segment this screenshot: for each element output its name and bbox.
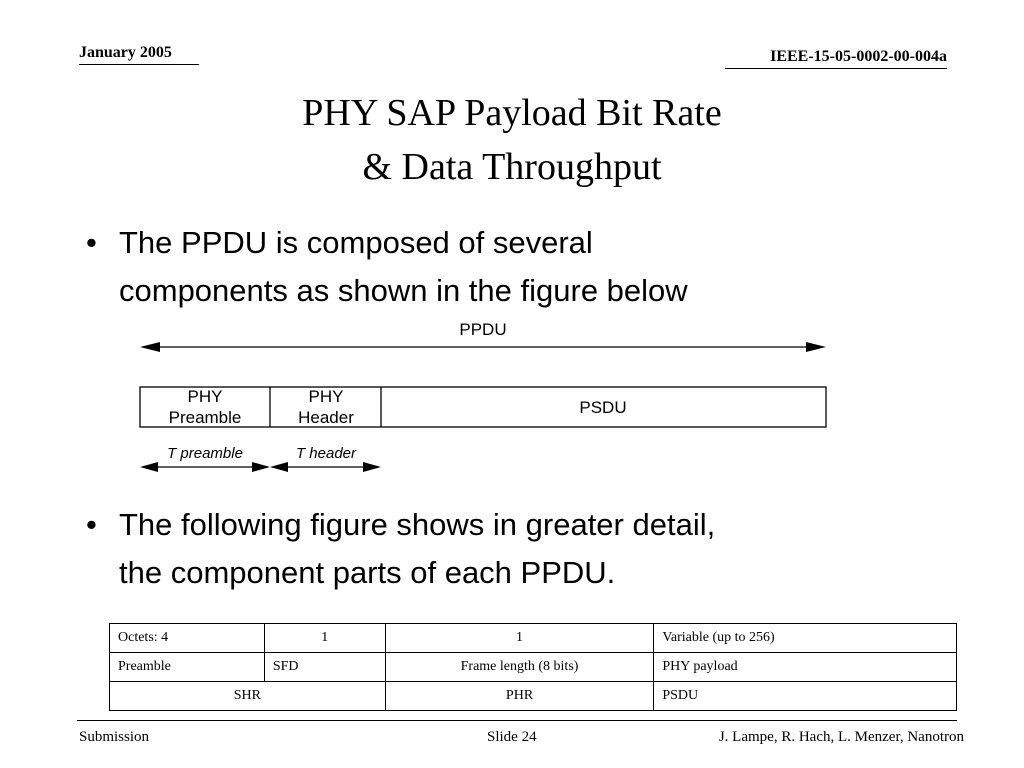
table-row <box>110 653 957 682</box>
table-cell: Variable (up to 256) <box>654 624 957 653</box>
header-date-underline <box>79 64 199 65</box>
ppdu-span-arrowhead-left <box>140 342 160 352</box>
table-cell: SFD <box>264 653 385 682</box>
footer-authors: J. Lampe, R. Hach, L. Menzer, Nanotron <box>718 729 964 745</box>
field-psdu: PSDU <box>579 398 627 417</box>
bullet-2-line-1: The following figure shows in greater detail, <box>119 507 716 542</box>
ppdu-frame-box <box>140 387 826 427</box>
bullet-1-line-2: components as shown in the figure below <box>119 273 688 308</box>
field-phy-preamble-line-1: PHY <box>187 387 223 406</box>
table-cell: Octets: 4 <box>110 624 265 653</box>
timing-label-preamble: T preamble <box>167 445 243 462</box>
table-row <box>110 624 957 653</box>
footer-slide-number: Slide 24 <box>487 729 537 745</box>
table-cell: PSDU <box>654 682 957 711</box>
bullet-text-2 <box>119 501 919 597</box>
field-phy-header-line-2: Header <box>298 408 354 427</box>
timing-label-header: T header <box>295 445 357 462</box>
bullet-marker-1: • <box>86 225 97 260</box>
table-cell: Preamble <box>110 653 265 682</box>
timing-arrow-preamble-head-right <box>252 462 270 472</box>
table-cell: SHR <box>110 682 386 711</box>
table-cell: PHY payload <box>654 653 957 682</box>
ppdu-span-label: PPDU <box>459 320 507 339</box>
bullet-1-line-1: The PPDU is composed of several <box>119 225 593 260</box>
field-phy-header-line-1: PHY <box>308 387 344 406</box>
bullet-marker-2: • <box>86 507 97 542</box>
footer-rule <box>77 720 957 721</box>
bullet-2-line-2: the component parts of each PPDU. <box>119 555 616 590</box>
table-cell: Frame length (8 bits) <box>385 653 654 682</box>
slide-title-line-1: PHY SAP Payload Bit Rate <box>302 92 722 134</box>
header-docid-underline <box>725 68 947 69</box>
table-cell: 1 <box>385 624 654 653</box>
table-cell: 1 <box>264 624 385 653</box>
timing-arrow-header-head-left <box>270 462 288 472</box>
slide-title-line-2: & Data Throughput <box>362 146 662 188</box>
header-date: January 2005 <box>79 44 172 61</box>
table-row <box>110 682 957 711</box>
field-phy-preamble-line-2: Preamble <box>168 408 242 427</box>
bullet-text-1 <box>119 219 919 315</box>
ppdu-span-arrowhead-right <box>806 342 826 352</box>
frame-format-table <box>109 623 957 711</box>
timing-arrow-preamble-head-left <box>140 462 158 472</box>
timing-arrow-header-head-right <box>363 462 381 472</box>
header-document-id: IEEE-15-05-0002-00-004a <box>770 48 947 65</box>
footer-submission: Submission <box>79 729 150 745</box>
table-cell: PHR <box>385 682 654 711</box>
